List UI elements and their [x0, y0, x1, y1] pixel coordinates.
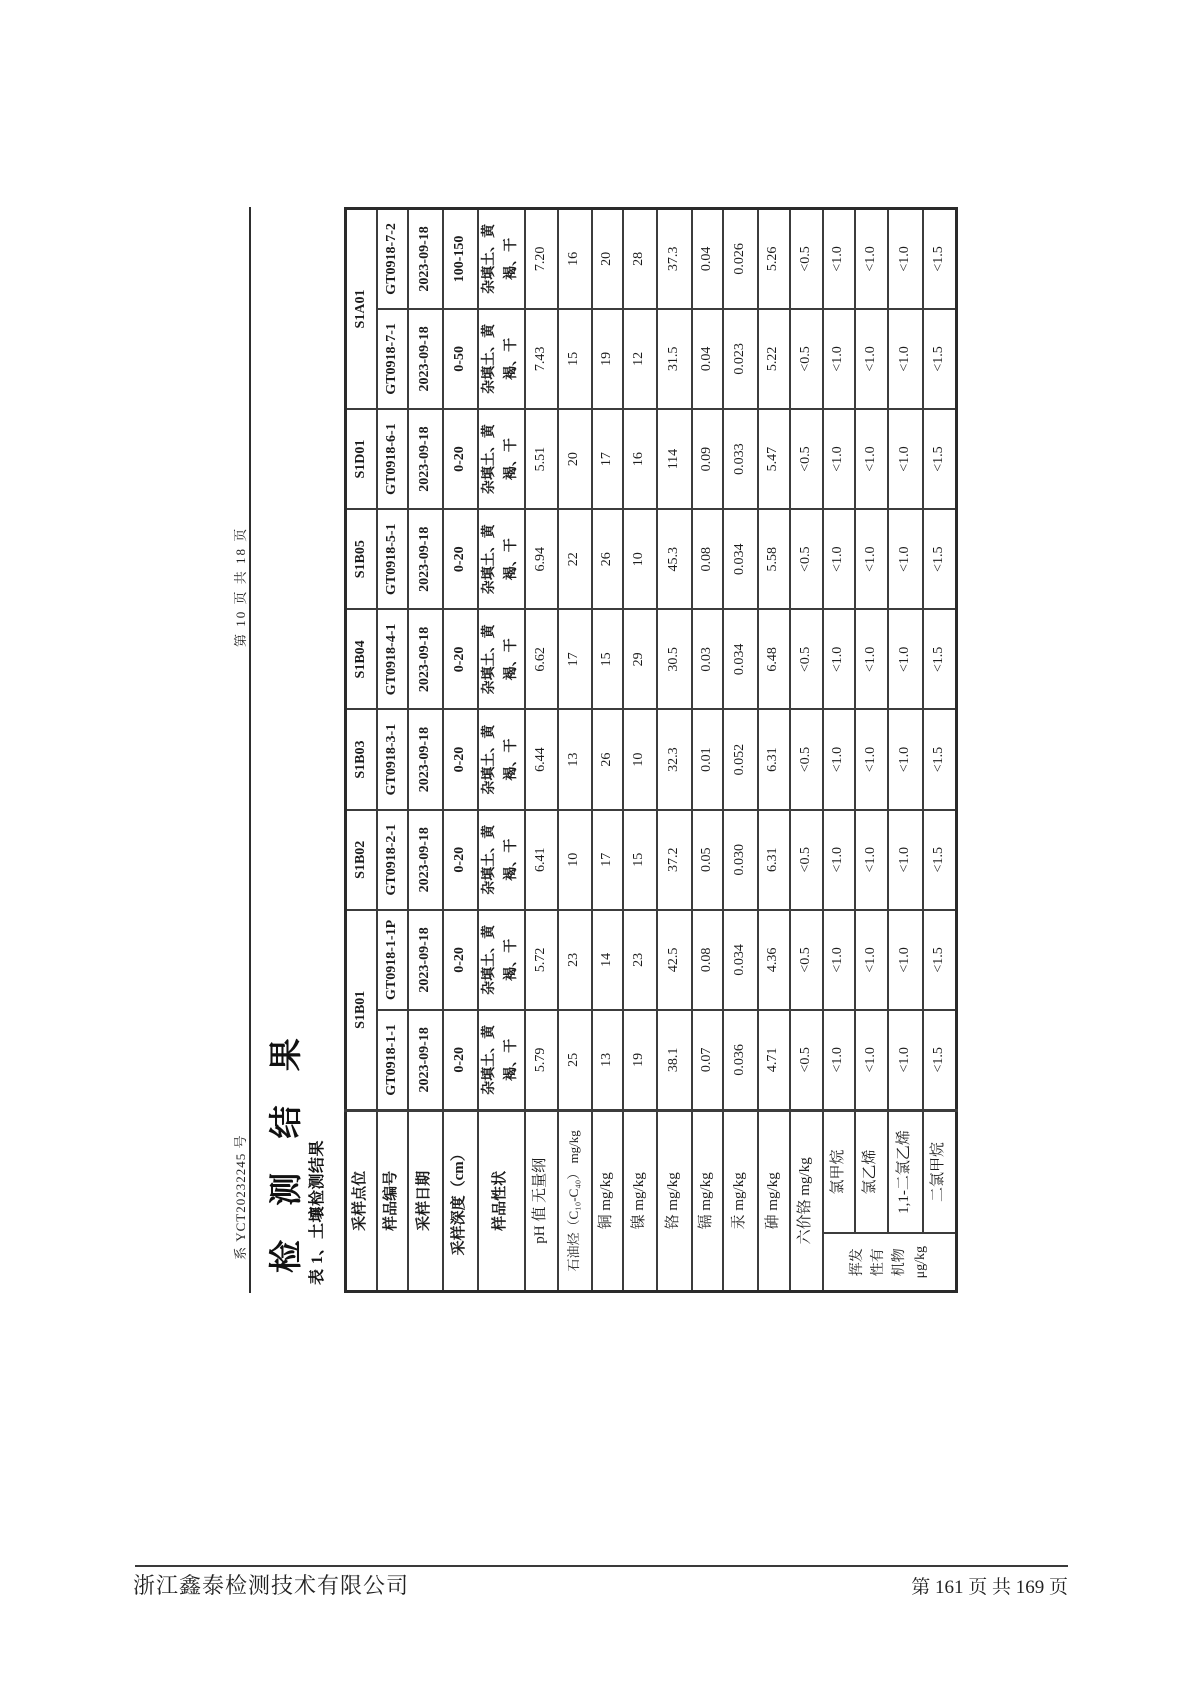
- table-cell: 15: [592, 609, 623, 709]
- table-cell: <1.0: [888, 209, 923, 309]
- table-cell: 0.052: [723, 709, 758, 809]
- table-cell: 13: [558, 709, 592, 809]
- table-row: [758, 209, 790, 1292]
- table-cell: 杂填土、黄褐、干: [478, 309, 525, 409]
- table-cell: 0.033: [723, 409, 758, 509]
- table-cell: GT0918-7-1: [377, 309, 408, 409]
- report-number: 系 YCT20232245 号: [233, 1134, 248, 1260]
- table-cell: <0.5: [790, 209, 823, 309]
- table-row: [823, 209, 855, 1292]
- table-cell: 26: [592, 709, 623, 809]
- table-row: [623, 209, 657, 1292]
- table-cell: 12: [623, 309, 657, 409]
- table-cell: 5.22: [758, 309, 790, 409]
- header-rule: [249, 207, 251, 1293]
- table-row: [408, 209, 443, 1292]
- table-row: [558, 209, 592, 1292]
- table-cell: 37.2: [657, 810, 692, 910]
- table-cell: GT0918-5-1: [377, 509, 408, 609]
- table-cell: <1.5: [923, 709, 957, 809]
- row-label-site: 采样点位: [346, 1110, 377, 1291]
- table-row: [377, 209, 408, 1292]
- table-cell: <1.5: [923, 209, 957, 309]
- site-label: S1B03: [346, 709, 377, 809]
- site-label: S1D01: [346, 409, 377, 509]
- table-cell: GT0918-1-1: [377, 1010, 408, 1110]
- table-cell: 0-50: [443, 309, 478, 409]
- table-cell: 杂填土、黄褐、干: [478, 409, 525, 509]
- table-cell: <1.5: [923, 810, 957, 910]
- table-cell: 2023-09-18: [408, 910, 443, 1010]
- table-cell: <1.0: [855, 609, 888, 709]
- table-cell: <1.0: [888, 810, 923, 910]
- table-cell: 10: [623, 509, 657, 609]
- table-cell: <1.0: [823, 309, 855, 409]
- table-cell: 4.36: [758, 910, 790, 1010]
- table-cell: 17: [558, 609, 592, 709]
- table-cell: 0-20: [443, 910, 478, 1010]
- table-row: [443, 209, 478, 1292]
- table-cell: <1.0: [823, 910, 855, 1010]
- landscape-header: [230, 207, 248, 1293]
- table-cell: 32.3: [657, 709, 692, 809]
- table-cell: 6.44: [525, 709, 558, 809]
- table-cell: 23: [558, 910, 592, 1010]
- row-label: 采样深度（cm）: [443, 1110, 478, 1291]
- table-cell: 30.5: [657, 609, 692, 709]
- table-cell: 0.03: [692, 609, 723, 709]
- table-row: [657, 209, 692, 1292]
- table-cell: <1.5: [923, 609, 957, 709]
- soil-results-table: [344, 207, 958, 1293]
- page-title: 检 测 结 果: [269, 1025, 305, 1273]
- table-row: [478, 209, 525, 1292]
- site-label: S1B02: [346, 810, 377, 910]
- table-cell: 16: [623, 409, 657, 509]
- table-cell: <1.0: [823, 1010, 855, 1110]
- rotated-landscape-page: [230, 207, 957, 1293]
- row-label: 铜 mg/kg: [592, 1110, 623, 1291]
- row-label: 镉 mg/kg: [692, 1110, 723, 1291]
- table-cell: 20: [592, 209, 623, 309]
- table-cell: 杂填土、黄褐、干: [478, 1010, 525, 1110]
- voc-row-label: 1,1-二氯乙烯: [888, 1110, 923, 1233]
- table-cell: 0.01: [692, 709, 723, 809]
- table-row: [790, 209, 823, 1292]
- table-cell: <1.0: [888, 910, 923, 1010]
- table-cell: 杂填土、黄褐、干: [478, 709, 525, 809]
- table-cell: 38.1: [657, 1010, 692, 1110]
- voc-row-label: 氯乙烯: [855, 1110, 888, 1233]
- table-cell: <1.0: [888, 409, 923, 509]
- table-cell: 20: [558, 409, 592, 509]
- table-cell: GT0918-1-1P: [377, 910, 408, 1010]
- table-cell: <1.0: [855, 910, 888, 1010]
- row-label: 镍 mg/kg: [623, 1110, 657, 1291]
- table-cell: <1.0: [823, 509, 855, 609]
- table-cell: 16: [558, 209, 592, 309]
- table-cell: 杂填土、黄褐、干: [478, 209, 525, 309]
- table-cell: 6.62: [525, 609, 558, 709]
- table-cell: 0.034: [723, 910, 758, 1010]
- table-cell: 0-20: [443, 609, 478, 709]
- table-caption: 表 1、土壤检测结果: [309, 1139, 326, 1285]
- table-cell: 15: [558, 309, 592, 409]
- table-cell: 10: [558, 810, 592, 910]
- table-cell: <1.0: [888, 509, 923, 609]
- table-cell: <1.5: [923, 910, 957, 1010]
- footer-page-indicator: 第 161 页 共 169 页: [911, 1577, 1068, 1598]
- table-cell: GT0918-2-1: [377, 810, 408, 910]
- site-label: S1B01: [346, 910, 377, 1110]
- table-cell: 2023-09-18: [408, 709, 443, 809]
- table-row: [923, 209, 957, 1292]
- table-cell: 7.20: [525, 209, 558, 309]
- row-label: 样品编号: [377, 1110, 408, 1291]
- voc-row-label: 二氯甲烷: [923, 1110, 957, 1233]
- table-cell: 5.51: [525, 409, 558, 509]
- table-cell: 2023-09-18: [408, 609, 443, 709]
- table-cell: 5.79: [525, 1010, 558, 1110]
- table-cell: <1.0: [823, 609, 855, 709]
- row-label: 样品性状: [478, 1110, 525, 1291]
- table-cell: 4.71: [758, 1010, 790, 1110]
- footer-rule: [135, 1565, 1068, 1567]
- row-label: 汞 mg/kg: [723, 1110, 758, 1291]
- table-cell: 0-20: [443, 1010, 478, 1110]
- table-cell: 0.034: [723, 609, 758, 709]
- table-cell: 37.3: [657, 209, 692, 309]
- table-cell: <1.0: [823, 810, 855, 910]
- table-cell: 6.48: [758, 609, 790, 709]
- table-cell: <0.5: [790, 309, 823, 409]
- inner-page-indicator: 第 10 页 共 18 页: [233, 526, 248, 647]
- row-label: 六价铬 mg/kg: [790, 1110, 823, 1291]
- table-cell: 13: [592, 1010, 623, 1110]
- row-label: 铬 mg/kg: [657, 1110, 692, 1291]
- table-cell: <0.5: [790, 709, 823, 809]
- table-cell: 19: [623, 1010, 657, 1110]
- table-cell: <1.0: [855, 409, 888, 509]
- table-cell: 45.3: [657, 509, 692, 609]
- table-cell: 0.036: [723, 1010, 758, 1110]
- table-cell: <1.5: [923, 1010, 957, 1110]
- table-cell: 17: [592, 810, 623, 910]
- table-cell: <1.0: [823, 209, 855, 309]
- table-cell: 2023-09-18: [408, 509, 443, 609]
- table-cell: GT0918-7-2: [377, 209, 408, 309]
- table-cell: 0.08: [692, 910, 723, 1010]
- table-cell: 10: [623, 709, 657, 809]
- table-row: [592, 209, 623, 1292]
- table-cell: <0.5: [790, 509, 823, 609]
- table-cell: 42.5: [657, 910, 692, 1010]
- table-cell: <1.0: [888, 609, 923, 709]
- table-cell: 25: [558, 1010, 592, 1110]
- table-cell: <1.5: [923, 509, 957, 609]
- row-label: 采样日期: [408, 1110, 443, 1291]
- site-label: S1B04: [346, 609, 377, 709]
- table-cell: <1.0: [888, 1010, 923, 1110]
- table-cell: 17: [592, 409, 623, 509]
- site-label: S1A01: [346, 209, 377, 409]
- table-cell: 26: [592, 509, 623, 609]
- table-cell: <0.5: [790, 409, 823, 509]
- table-row: [525, 209, 558, 1292]
- table-cell: 0.09: [692, 409, 723, 509]
- table-cell: 14: [592, 910, 623, 1010]
- table-cell: 19: [592, 309, 623, 409]
- table-cell: <1.5: [923, 409, 957, 509]
- table-cell: 28: [623, 209, 657, 309]
- row-label: pH 值 无量纲: [525, 1110, 558, 1291]
- table-cell: <1.0: [888, 709, 923, 809]
- table-row: [723, 209, 758, 1292]
- row-label: 砷 mg/kg: [758, 1110, 790, 1291]
- table-cell: GT0918-4-1: [377, 609, 408, 709]
- table-cell: 0-20: [443, 810, 478, 910]
- table-row: [888, 209, 923, 1292]
- table-cell: 5.58: [758, 509, 790, 609]
- table-cell: GT0918-3-1: [377, 709, 408, 809]
- table-cell: 杂填土、黄褐、干: [478, 509, 525, 609]
- footer-company-name: 浙江鑫泰检测技术有限公司: [133, 1573, 410, 1598]
- table-cell: 15: [623, 810, 657, 910]
- table-cell: <0.5: [790, 1010, 823, 1110]
- table-cell: 0.08: [692, 509, 723, 609]
- table-cell: 6.94: [525, 509, 558, 609]
- table-cell: <0.5: [790, 910, 823, 1010]
- table-cell: 100-150: [443, 209, 478, 309]
- site-label: S1B05: [346, 509, 377, 609]
- table-cell: 0.04: [692, 209, 723, 309]
- table-row: [692, 209, 723, 1292]
- table-cell: <1.0: [823, 409, 855, 509]
- table-cell: 22: [558, 509, 592, 609]
- table-cell: 2023-09-18: [408, 810, 443, 910]
- table-cell: <1.0: [888, 309, 923, 409]
- voc-group-label: 挥发性有机物 μg/kg: [823, 1233, 957, 1291]
- table-cell: 0-20: [443, 509, 478, 609]
- table-cell: 23: [623, 910, 657, 1010]
- table-cell: <1.0: [855, 209, 888, 309]
- table-cell: 0.030: [723, 810, 758, 910]
- table-row: [346, 209, 377, 1292]
- table-row: [855, 209, 888, 1292]
- table-cell: 杂填土、黄褐、干: [478, 810, 525, 910]
- voc-row-label: 氯甲烷: [823, 1110, 855, 1233]
- table-cell: 6.31: [758, 709, 790, 809]
- table-cell: 0-20: [443, 709, 478, 809]
- table-cell: 0.023: [723, 309, 758, 409]
- table-cell: 6.31: [758, 810, 790, 910]
- table-cell: <0.5: [790, 609, 823, 709]
- table-cell: <1.5: [923, 309, 957, 409]
- table-cell: 31.5: [657, 309, 692, 409]
- table-cell: 5.72: [525, 910, 558, 1010]
- table-cell: 杂填土、黄褐、干: [478, 609, 525, 709]
- table-cell: <1.0: [823, 709, 855, 809]
- table-cell: <1.0: [855, 1010, 888, 1110]
- table-cell: 2023-09-18: [408, 309, 443, 409]
- table-cell: 5.26: [758, 209, 790, 309]
- table-cell: 2023-09-18: [408, 409, 443, 509]
- table-cell: <1.0: [855, 810, 888, 910]
- table-cell: 0.04: [692, 309, 723, 409]
- table-cell: 0.07: [692, 1010, 723, 1110]
- table-cell: 2023-09-18: [408, 209, 443, 309]
- table-cell: <0.5: [790, 810, 823, 910]
- table-cell: 0.05: [692, 810, 723, 910]
- table-cell: 7.43: [525, 309, 558, 409]
- table-cell: GT0918-6-1: [377, 409, 408, 509]
- table-cell: 0.026: [723, 209, 758, 309]
- table-cell: <1.0: [855, 309, 888, 409]
- table-cell: <1.0: [855, 509, 888, 609]
- row-label: 石油烃（C₁₀-C₄₀） mg/kg: [558, 1110, 592, 1291]
- table-cell: 0.034: [723, 509, 758, 609]
- table-cell: 0-20: [443, 409, 478, 509]
- table-cell: 29: [623, 609, 657, 709]
- table-cell: 杂填土、黄褐、干: [478, 910, 525, 1010]
- table-cell: <1.0: [855, 709, 888, 809]
- table-cell: 114: [657, 409, 692, 509]
- table-cell: 2023-09-18: [408, 1010, 443, 1110]
- table-cell: 5.47: [758, 409, 790, 509]
- table-cell: 6.41: [525, 810, 558, 910]
